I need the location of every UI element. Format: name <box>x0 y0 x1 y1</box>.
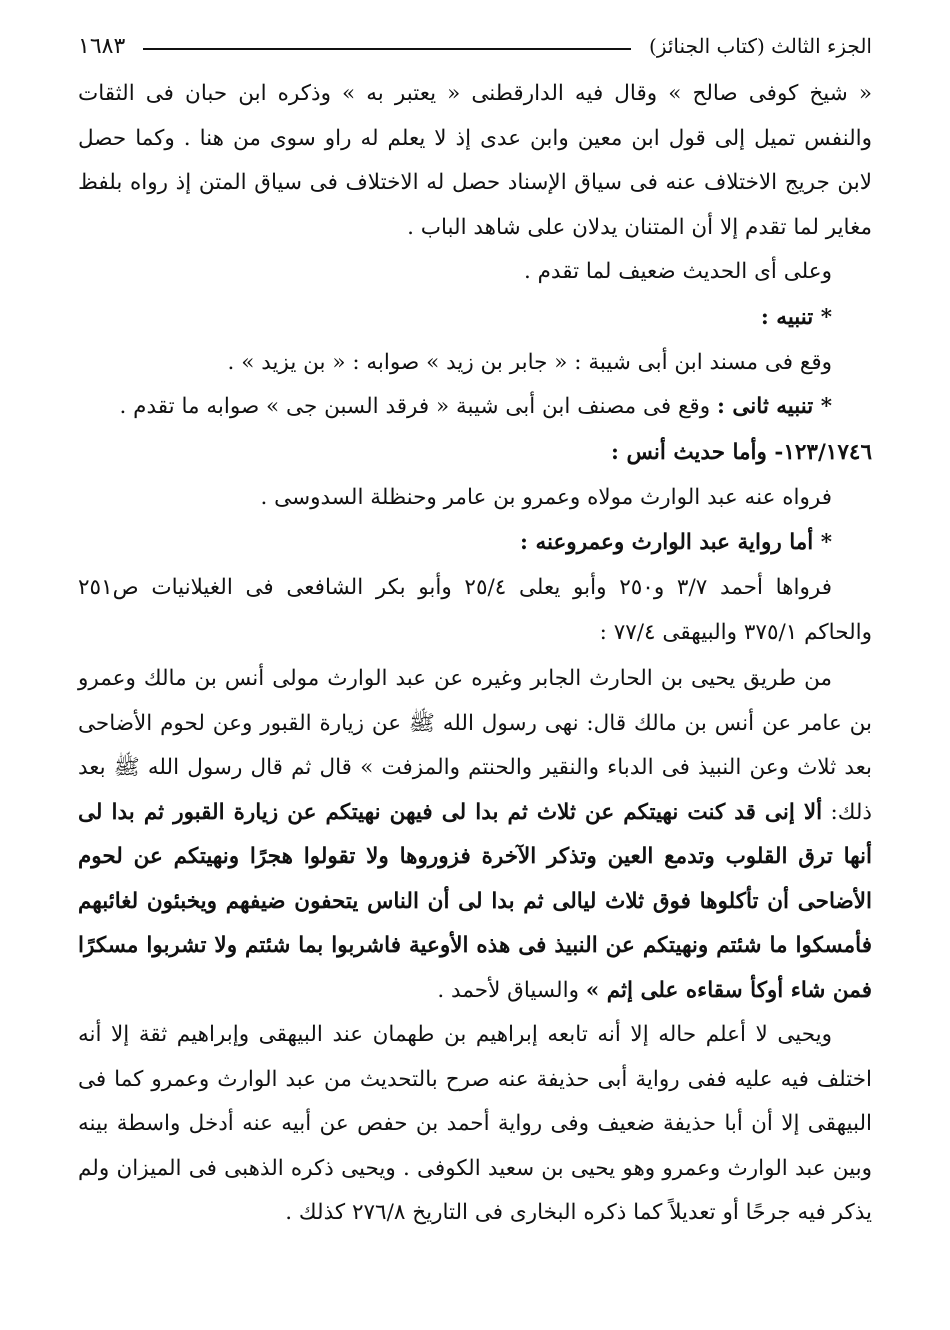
sub-heading: * أما رواية عبد الوارث وعمروعنه : <box>520 530 832 555</box>
paragraph-hadith-text <box>78 657 872 1013</box>
page-header <box>78 28 872 64</box>
paragraph-weak-hadith: وعلى أى الحديث ضعيف لما تقدم . <box>523 259 832 284</box>
page-number: ١٦٨٣ <box>78 33 126 59</box>
paragraph-narrators: فرواه عنه عبد الوارث مولاه وعمرو بن عامر وحنظلة السدوسى . <box>260 484 832 510</box>
note-text: وقع فى مسند ابن أبى شيبة : « جابر بن زيد » صوابه : « بن يزيد » . <box>227 349 832 375</box>
header-rule <box>143 48 631 50</box>
running-title: الجزء الثالث (كتاب الجنائز) <box>649 34 872 58</box>
second-note <box>78 385 872 430</box>
second-note-text: وقع فى مصنف ابن أبى شيبة « فرقد السبن جى » صوابه ما تقدم . <box>119 394 717 419</box>
hadith-heading: ١٢٣/١٧٤٦- وأما حديث أنس : <box>611 439 872 465</box>
hadith-attribution: والسياق لأحمد . <box>437 977 586 1003</box>
second-note-label: * تنبيه ثانى : <box>716 394 832 419</box>
paragraph-narrator-assessment: « شيخ كوفى صالح » وقال فيه الدارقطنى « يعتبر به » وذكره ابن حبان فى الثقات والنفس تميل إلى قول ابن معين وابن عدى إذ لا يعلم له راو سوى من هنا . وكما حصل لابن جريج الاختلاف عنه فى سياق الإسناد حصل له الاختلاف فى سياق المتن إذ رواه بلفظ مغاير لما تقدم إلا أن المتنان يدلان على شاهد الباب . <box>78 81 872 240</box>
hadith-matn: ألا إنى قد كنت نهيتكم عن ثلاث ثم بدا لى فيهن نهيتكم عن زيارة القبور ثم بدا لى أنها ترق القلوب وتدمع العين وتذكر الآخرة فزوروها ولا تقولوا هجرًا ونهيتكم عن لحوم الأضاحى أن تأكلوها فوق ثلاث ليالى ثم بدا لى أن الناس يتحفون ضيفهم ويخبئون لغائبهم فأمسكوا ما شئتم ونهيتكم عن النبيذ فى هذه الأوعية فاشربوا بما شئتم ولا تشربوا مسكرًا فمن شاء أوكأ سقاءه على إثم » <box>78 799 872 1003</box>
paragraph-sources: فرواها أحمد ٣/٧ و٢٥٠ وأبو يعلى ٢٥/٤ وأبو بكر الشافعى فى الغيلانيات ص٢٥١ والحاكم ٣٧٥/١ والبيهقى ٧٧/٤ : <box>78 575 872 645</box>
page-body <box>78 72 872 1236</box>
paragraph-analysis: ويحيى لا أعلم حاله إلا أنه تابعه إبراهيم بن طهمان عند البيهقى وإبراهيم ثقة إلا أنه اختلف فيه عليه ففى رواية أبى حذيفة عنه صرح بالتحديث من عبد الوارث وعمرو كما فى البيهقى إلا أن أبا حذيفة ضعيف وفى رواية أحمد بن حفص عن أبيه عنه أدخل واسطة بينه وبين عبد الوارث وعمرو وهو يحيى بن سعيد الكوفى . ويحيى ذكره الذهبى فى الميزان ولم يذكر فيه جرحًا أو تعديلاً كما ذكره البخارى فى التاريخ ٢٧٦/٨ كذلك . <box>78 1022 872 1225</box>
hadith-chain: من طريق يحيى بن الحارث الجابر وغيره عن عبد الوارث مولى أنس بن مالك وعمرو بن عامر عن أنس بن مالك قال: نهى رسول الله ﷺ عن زيارة القبور وعن لحوم الأضاحى بعد ثلاث وعن النبيذ فى الدباء والنقير والحنتم والمزفت » قال ثم قال رسول الله ﷺ بعد ذلك: <box>78 666 872 825</box>
note-heading: * تنبيه : <box>760 304 832 330</box>
